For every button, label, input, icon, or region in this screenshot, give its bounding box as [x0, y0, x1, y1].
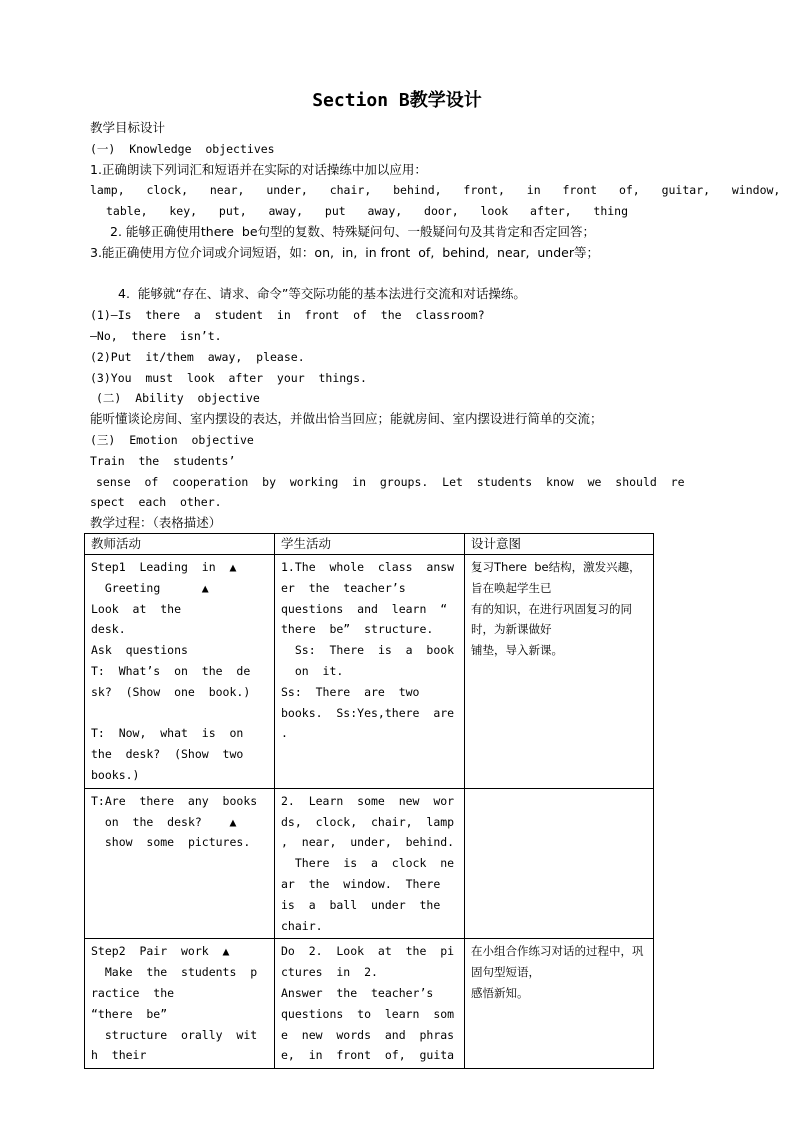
- cell-text-line: ds, clock, chair, lamp: [281, 814, 455, 829]
- cell-text-line: Ss: There are two: [281, 684, 420, 699]
- cell-text-line: [91, 703, 268, 724]
- text-line: 2. 能够正确使用there be句型的复数、特殊疑问句、一般疑问句及其肯定和否定回答；: [110, 223, 596, 239]
- text-line: spect each other.: [90, 495, 222, 510]
- cell-text-line: there be” structure.: [281, 622, 434, 637]
- text-line: 1.正确朗读下列词汇和短语并在实际的对话操练中加以应用：: [90, 161, 427, 177]
- table-row: [85, 788, 654, 939]
- cell-text-line: Step1 Leading in ▲: [91, 560, 237, 574]
- design-intent-cell: [465, 788, 654, 939]
- cell-text-line: Answer the teacher’s: [281, 985, 434, 1000]
- text-line: Train the students’: [90, 453, 236, 468]
- teaching-process-table: [84, 533, 654, 1069]
- cell-text-line: , near, under, behind.: [281, 835, 455, 850]
- cell-text-line: sk? (Show one book.): [91, 684, 251, 699]
- text-line: (三) Emotion objective: [90, 432, 254, 447]
- header-design-intent: 设计意图: [465, 534, 654, 555]
- table-row: [85, 555, 654, 789]
- cell-text-line: h their: [91, 1048, 147, 1063]
- student-activity-cell: [275, 788, 465, 939]
- cell-text-line: questions and learn “: [281, 601, 448, 616]
- cell-text-line: 2. Learn some new wor: [281, 793, 455, 808]
- cell-text-line: Greeting ▲: [91, 580, 209, 595]
- student-activity-cell: [275, 555, 465, 789]
- cell-text-line: e, in front of, guita: [281, 1048, 455, 1063]
- text-line: (3)You must look after your things.: [90, 370, 367, 385]
- header-student-activity: 学生活动: [275, 534, 465, 555]
- cell-text-line: er the teacher’s: [281, 580, 406, 595]
- cell-text-line: Ss: There is a book: [281, 643, 455, 658]
- text-line: 教学目标设计: [90, 120, 166, 135]
- cell-text-line: T: Now, what is on: [91, 726, 244, 741]
- cell-text-line: on the desk? ▲: [91, 814, 237, 829]
- header-teacher-activity: 教师活动: [85, 534, 275, 555]
- cell-text-line: Look at the: [91, 601, 182, 616]
- cell-text-line: questions to learn som: [281, 1006, 455, 1021]
- text-line: 3.能正确使用方位介词或介词短语，如：on, in, in front of, behind, near, under等；: [90, 244, 599, 260]
- cell-text-line: is a ball under the: [281, 897, 441, 912]
- cell-text-line: e new words and phras: [281, 1027, 455, 1042]
- text-line: —No, there isn’t.: [90, 328, 222, 343]
- cell-text-line: ar the window. There: [281, 876, 441, 891]
- cell-text-line: T: What’s on the de: [91, 663, 251, 678]
- cell-text-line: 感悟新知。: [471, 985, 529, 1000]
- cell-text-line: “there be”: [91, 1006, 168, 1021]
- text-line: 4. 能够就“存在、请求、命令”等交际功能的基本法进行交流和对话操练。: [118, 286, 526, 302]
- cell-text-line: 有的知识，在进行巩固复习的同: [471, 601, 632, 616]
- text-line: (1)—Is there a student in front of the classroom?: [90, 308, 485, 323]
- cell-text-line: 1.The whole class answ: [281, 560, 455, 574]
- cell-text-line: chair.: [281, 918, 323, 933]
- table-header-row: [85, 534, 654, 555]
- cell-text-line: 铺垫，导入新课。: [471, 643, 563, 658]
- text-line: (二) Ability objective: [96, 391, 260, 406]
- design-intent-cell: [465, 939, 654, 1069]
- cell-text-line: 复习There be结构，激发兴趣，: [471, 560, 641, 574]
- student-activity-cell: [275, 939, 465, 1069]
- cell-text-line: Step2 Pair work ▲: [91, 944, 230, 959]
- cell-text-line: Ask questions: [91, 643, 188, 658]
- cell-text-line: 时，为新课做好: [471, 622, 552, 637]
- teacher-activity-cell: [85, 939, 275, 1069]
- cell-text-line: books. Ss:Yes,there are: [281, 705, 455, 720]
- teacher-activity-cell: [85, 555, 275, 789]
- cell-text-line: ctures in 2.: [281, 965, 378, 980]
- text-line: table, key, put, away, put away, door, look after, thing: [106, 204, 629, 219]
- cell-text-line: Do 2. Look at the pi: [281, 944, 455, 959]
- cell-text-line: T:Are there any books: [91, 793, 258, 808]
- cell-text-line: There is a clock ne: [281, 856, 455, 871]
- objectives-section: [90, 118, 781, 534]
- text-line: 能听懂谈论房间、室内摆设的表达，并做出恰当回应；能就房间、室内摆设进行简单的交流；: [90, 411, 603, 427]
- cell-text-line: structure orally wit: [91, 1027, 258, 1042]
- text-line: (一) Knowledge objectives: [90, 141, 275, 156]
- cell-text-line: the desk? (Show two: [91, 747, 244, 762]
- cell-text-line: show some pictures.: [91, 835, 251, 850]
- page-title: Section B教学设计: [312, 90, 482, 111]
- cell-text-line: 旨在唤起学生已: [471, 580, 552, 595]
- cell-text-line: .: [281, 726, 288, 741]
- teacher-activity-cell: [85, 788, 275, 939]
- text-line: lamp, clock, near, under, chair, behind, front, in front of, guitar, window,: [90, 183, 781, 198]
- design-intent-cell: [465, 555, 654, 789]
- cell-text-line: on it.: [281, 663, 344, 678]
- table-row: [85, 939, 654, 1069]
- cell-text-line: desk.: [91, 622, 126, 637]
- cell-text-line: Make the students p: [91, 965, 258, 980]
- text-line: sense of cooperation by working in groups. Let students know we should re: [96, 474, 685, 489]
- text-line: (2)Put it/them away, please.: [90, 349, 305, 364]
- cell-text-line: ractice the: [91, 985, 175, 1000]
- text-line: 教学过程：（表格描述）: [90, 515, 222, 531]
- cell-text-line: 在小组合作练习对话的过程中，巩固句型短语，: [471, 944, 644, 980]
- cell-text-line: books.): [91, 767, 140, 782]
